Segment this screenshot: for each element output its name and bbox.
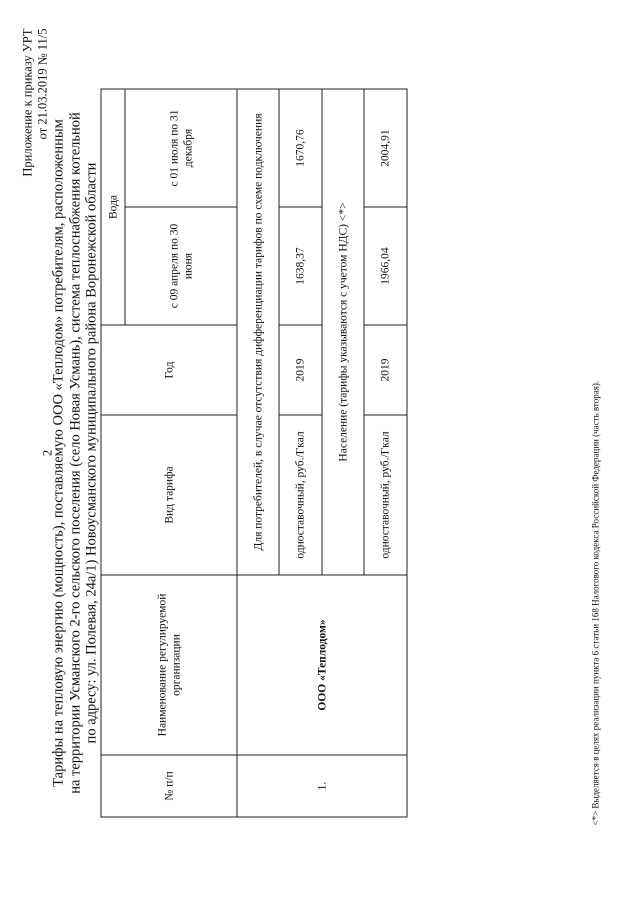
tariff-value-1-period-2: 1670,76	[279, 88, 322, 206]
tariff-table	[100, 88, 407, 817]
footnote: <*> Выделяется в целях реализации пункта 6 статьи 168 Налогового кодекса Российской Федерации (часть вторая).	[590, 380, 600, 825]
tariff-value-2-period-2: 2004,91	[364, 88, 407, 206]
document-title	[50, 80, 100, 825]
tariff-type-1: одноставочный, руб./Гкал	[279, 415, 322, 575]
row-number: 1.	[237, 755, 407, 817]
tariff-value-1-period-1: 1638,37	[279, 207, 322, 325]
header-num: № п/п	[101, 755, 237, 817]
section-label-2: Население (тарифы указываются с учетом НДС) <*>	[322, 88, 364, 574]
section-row-1	[237, 88, 279, 816]
header-period-2: с 01 июля по 31 декабря	[125, 88, 237, 206]
section-label-1: Для потребителей, в случае отсутствия дифференциации тарифов по схеме подключения	[237, 88, 279, 574]
header-year: Год	[101, 325, 237, 415]
header-org: Наименование регулируемой организации	[101, 575, 237, 755]
header-water: Вода	[101, 88, 125, 324]
appendix-note	[20, 28, 50, 176]
page-number: 2	[39, 449, 55, 457]
tariff-value-2-period-1: 1966,04	[364, 207, 407, 325]
header-period-1: с 09 апреля по 30 июня	[125, 207, 237, 325]
appendix-line-1: Приложение к приказу УРТ	[20, 28, 34, 177]
title-line-2: на территории Усманского 2-го сельского поселения (село Новая Усмань), система теплоснабжения котельной	[66, 111, 83, 794]
title-line-1: Тарифы на тепловую энергию (мощность), поставляемую ООО «Теплодом» потребителям, расположенным	[50, 118, 66, 787]
organization-name: ООО «Теплодом»	[237, 575, 407, 755]
header-tariff-type: Вид тарифа	[101, 415, 237, 575]
appendix-line-2: от 21.03.2019 № 11/5	[35, 28, 49, 139]
header-row-1	[101, 88, 125, 816]
year-2: 2019	[364, 325, 407, 415]
tariff-type-2: одноставочный, руб./Гкал	[364, 415, 407, 575]
year-1: 2019	[279, 325, 322, 415]
title-line-3: по адресу: ул. Полевая, 24а/1) Новоусманского муниципального района Воронежской области	[83, 162, 99, 743]
